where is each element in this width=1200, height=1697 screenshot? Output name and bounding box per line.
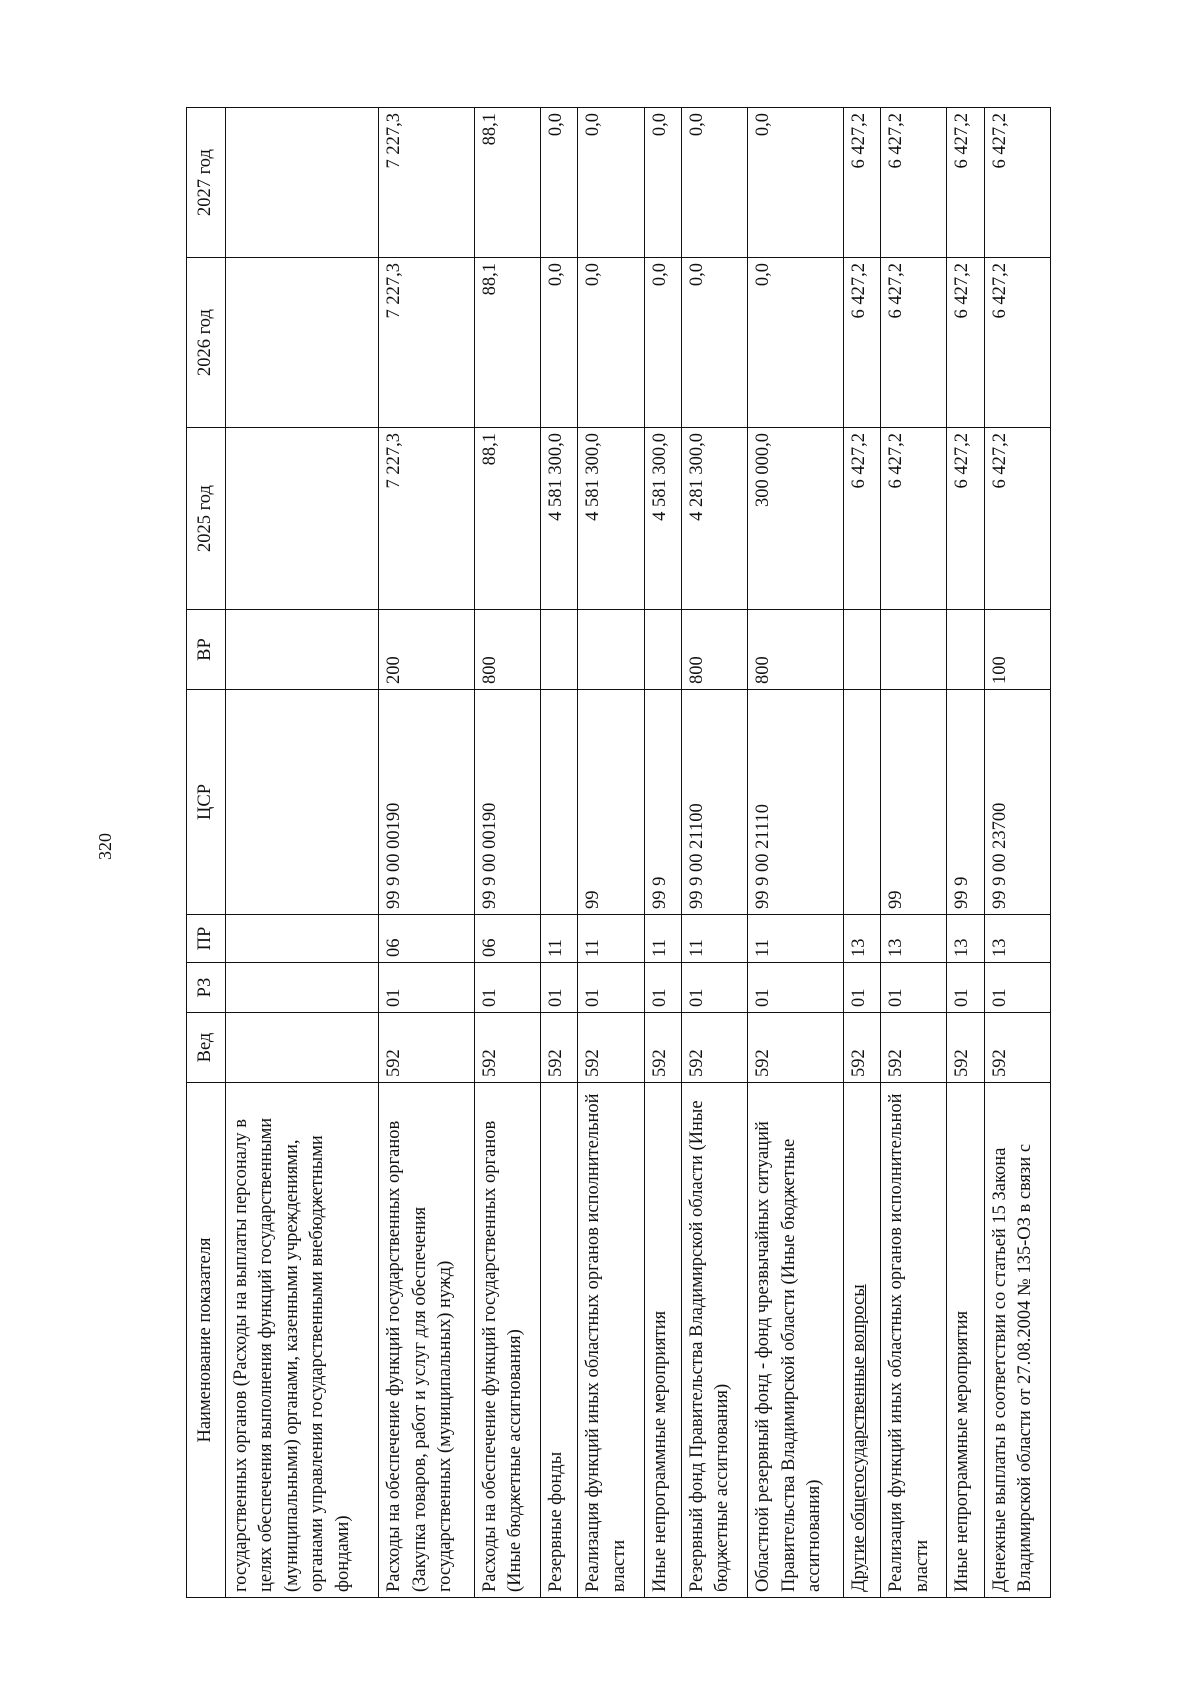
cell-2025: 6 427,2 <box>984 428 1050 610</box>
cell-pr: 13 <box>881 915 947 963</box>
cell-pr: 13 <box>843 915 880 963</box>
cell-name: Иные непрограммные мероприятия <box>644 1083 681 1598</box>
cell-rz: 01 <box>644 963 681 1013</box>
cell-2026: 0,0 <box>644 258 681 428</box>
cell-pr: 11 <box>681 915 747 963</box>
header-csr: ЦСР <box>187 690 226 915</box>
cell-vr <box>843 610 880 690</box>
cell-2025: 4 581 300,0 <box>644 428 681 610</box>
cell-rz: 01 <box>578 963 644 1013</box>
header-2025: 2025 год <box>187 428 226 610</box>
cell-rz: 01 <box>681 963 747 1013</box>
cell-2026: 7 227,3 <box>379 258 475 428</box>
cell-vr: 800 <box>474 610 540 690</box>
header-vr: ВР <box>187 610 226 690</box>
cell-vr: 200 <box>379 610 475 690</box>
cell-pr: 11 <box>578 915 644 963</box>
cell-2026: 6 427,2 <box>984 258 1050 428</box>
table-header-row <box>187 108 226 1598</box>
table-row <box>681 108 747 1598</box>
cell-pr: 11 <box>541 915 578 963</box>
cell-pr <box>225 915 379 963</box>
cell-ved: 592 <box>474 1013 540 1083</box>
cell-csr <box>541 690 578 915</box>
cell-ved: 592 <box>644 1013 681 1083</box>
cell-2025: 6 427,2 <box>881 428 947 610</box>
cell-2025: 300 000,0 <box>748 428 844 610</box>
cell-2025: 88,1 <box>474 428 540 610</box>
cell-csr: 99 9 <box>644 690 681 915</box>
cell-name: Резервные фонды <box>541 1083 578 1598</box>
cell-2026: 88,1 <box>474 258 540 428</box>
cell-vr <box>225 610 379 690</box>
cell-pr: 13 <box>984 915 1050 963</box>
cell-2027: 6 427,2 <box>984 108 1050 258</box>
cell-csr: 99 9 00 21100 <box>681 690 747 915</box>
cell-2027: 0,0 <box>748 108 844 258</box>
cell-rz: 01 <box>474 963 540 1013</box>
cell-2026: 6 427,2 <box>843 258 880 428</box>
cell-csr: 99 9 00 00190 <box>379 690 475 915</box>
cell-2026: 0,0 <box>541 258 578 428</box>
cell-name: Другие общегосударственные вопросы <box>843 1083 880 1598</box>
cell-ved: 592 <box>984 1013 1050 1083</box>
cell-2025: 4 281 300,0 <box>681 428 747 610</box>
cell-vr: 800 <box>681 610 747 690</box>
table-row <box>748 108 844 1598</box>
header-rz: РЗ <box>187 963 226 1013</box>
cell-2027 <box>225 108 379 258</box>
cell-2027: 6 427,2 <box>947 108 984 258</box>
cell-ved: 592 <box>578 1013 644 1083</box>
cell-rz <box>225 963 379 1013</box>
cell-2027: 88,1 <box>474 108 540 258</box>
cell-name: Денежные выплаты в соответствии со статьей 15 Закона Владимирской области от 27.08.2004 № 135-ОЗ в связи с <box>984 1083 1050 1598</box>
cell-ved <box>225 1013 379 1083</box>
table-row <box>379 108 475 1598</box>
cell-rz: 01 <box>843 963 880 1013</box>
cell-csr: 99 <box>578 690 644 915</box>
cell-ved: 592 <box>541 1013 578 1083</box>
cell-pr: 06 <box>379 915 475 963</box>
cell-2025: 4 581 300,0 <box>541 428 578 610</box>
cell-2027: 0,0 <box>681 108 747 258</box>
header-name: Наименование показателя <box>187 1083 226 1598</box>
budget-table <box>186 107 1051 1598</box>
cell-2025 <box>225 428 379 610</box>
cell-csr <box>225 690 379 915</box>
cell-csr: 99 9 00 21110 <box>748 690 844 915</box>
cell-ved: 592 <box>748 1013 844 1083</box>
cell-ved: 592 <box>681 1013 747 1083</box>
cell-name: Резервный фонд Правительства Владимирской области (Иные бюджетные ассигнования) <box>681 1083 747 1598</box>
cell-name: Реализация функций иных областных органов исполнительной власти <box>881 1083 947 1598</box>
cell-2027: 7 227,3 <box>379 108 475 258</box>
cell-vr <box>578 610 644 690</box>
cell-pr: 13 <box>947 915 984 963</box>
cell-rz: 01 <box>748 963 844 1013</box>
cell-2026: 0,0 <box>578 258 644 428</box>
cell-2027: 6 427,2 <box>843 108 880 258</box>
cell-rz: 01 <box>379 963 475 1013</box>
table-row <box>225 108 379 1598</box>
cell-2025: 6 427,2 <box>843 428 880 610</box>
table-row <box>644 108 681 1598</box>
cell-name: Иные непрограммные мероприятия <box>947 1083 984 1598</box>
cell-2026: 0,0 <box>681 258 747 428</box>
cell-ved: 592 <box>881 1013 947 1083</box>
cell-rz: 01 <box>541 963 578 1013</box>
cell-2026: 0,0 <box>748 258 844 428</box>
cell-2026: 6 427,2 <box>947 258 984 428</box>
cell-2025: 6 427,2 <box>947 428 984 610</box>
cell-2026: 6 427,2 <box>881 258 947 428</box>
table-row <box>474 108 540 1598</box>
header-pr: ПР <box>187 915 226 963</box>
cell-vr <box>947 610 984 690</box>
cell-name: государственных органов (Расходы на выплаты персоналу в целях обеспечения выполнения функций государственными (муниципальными) органами, казенными учреждениями, органами управления государственными внебюджетными фондами) <box>225 1083 379 1598</box>
table-row <box>984 108 1050 1598</box>
cell-vr <box>881 610 947 690</box>
cell-pr: 11 <box>644 915 681 963</box>
cell-csr: 99 9 <box>947 690 984 915</box>
header-ved: Вед <box>187 1013 226 1083</box>
cell-ved: 592 <box>843 1013 880 1083</box>
cell-rz: 01 <box>984 963 1050 1013</box>
header-2026: 2026 год <box>187 258 226 428</box>
cell-csr <box>843 690 880 915</box>
cell-vr: 800 <box>748 610 844 690</box>
table-rotated-container <box>186 108 1051 1598</box>
cell-rz: 01 <box>947 963 984 1013</box>
cell-csr: 99 9 00 23700 <box>984 690 1050 915</box>
table-row <box>541 108 578 1598</box>
cell-rz: 01 <box>881 963 947 1013</box>
cell-pr: 06 <box>474 915 540 963</box>
cell-name: Областной резервный фонд - фонд чрезвычайных ситуаций Правительства Владимирской области (Иные бюджетные ассигнования) <box>748 1083 844 1598</box>
page-number: 320 <box>95 833 115 860</box>
cell-2027: 6 427,2 <box>881 108 947 258</box>
cell-2026 <box>225 258 379 428</box>
cell-vr <box>541 610 578 690</box>
cell-vr: 100 <box>984 610 1050 690</box>
cell-name: Расходы на обеспечение функций государственных органов (Закупка товаров, работ и услуг для обеспечения государственных (муниципальных) нужд) <box>379 1083 475 1598</box>
cell-2025: 4 581 300,0 <box>578 428 644 610</box>
cell-name: Реализация функций иных областных органов исполнительной власти <box>578 1083 644 1598</box>
table-row <box>578 108 644 1598</box>
cell-csr: 99 <box>881 690 947 915</box>
table-row <box>881 108 947 1598</box>
cell-csr: 99 9 00 00190 <box>474 690 540 915</box>
table-row <box>843 108 880 1598</box>
cell-ved: 592 <box>379 1013 475 1083</box>
cell-pr: 11 <box>748 915 844 963</box>
cell-vr <box>644 610 681 690</box>
cell-2027: 0,0 <box>578 108 644 258</box>
cell-ved: 592 <box>947 1013 984 1083</box>
cell-2025: 7 227,3 <box>379 428 475 610</box>
cell-2027: 0,0 <box>541 108 578 258</box>
cell-name: Расходы на обеспечение функций государственных органов (Иные бюджетные ассигнования) <box>474 1083 540 1598</box>
table-row <box>947 108 984 1598</box>
header-2027: 2027 год <box>187 108 226 258</box>
cell-2027: 0,0 <box>644 108 681 258</box>
